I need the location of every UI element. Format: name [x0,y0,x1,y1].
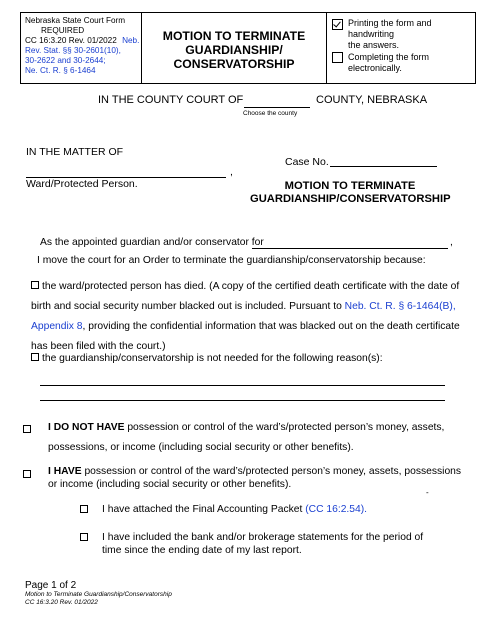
statute-link-4[interactable]: Ne. Ct. R. § 6-1464 [25,66,96,75]
ward-label: Ward/Protected Person. [26,178,138,190]
not-needed-checkbox[interactable] [31,353,39,361]
reason-line-2[interactable] [40,400,445,401]
bank-statements-line-1: I have included the bank and/or brokerage statements for the period of [102,532,424,543]
option-printing-line-2: the answers. [348,40,400,50]
form-number-line [25,36,140,46]
bank-statements-line-2: time since the ending date of my last report. [102,545,302,556]
form-header [20,12,476,84]
statute-link-1[interactable]: Neb. [122,36,140,45]
motion-title [250,180,450,206]
form-info [25,16,140,76]
have-statement [48,465,478,491]
completion-options [332,18,476,74]
do-not-have-statement [48,418,478,458]
electronic-checkbox[interactable] [332,52,343,63]
have-bold: I HAVE [48,466,82,477]
died-line-4: has been filed with the court.) [31,341,166,352]
option-printing [332,18,476,51]
died-line-2: birth and social security number blacked out is included. Pursuant to [31,301,345,312]
court-suffix: COUNTY, NEBRASKA [316,94,428,106]
matter-of-label: IN THE MATTER OF [26,146,124,158]
header-divider-right [326,13,327,83]
died-checkbox[interactable] [31,281,39,289]
statute-link-2[interactable]: Rev. Stat. §§ 30-2601(10), [25,46,121,55]
statute-link-3[interactable]: 30-2622 and 30-2644; [25,56,106,65]
form-title [142,29,326,71]
reason-not-needed [31,349,383,369]
guardian-for-field[interactable] [252,248,448,249]
bank-statements-statement [102,531,423,557]
court-prefix: IN THE COUNTY COURT OF [98,94,244,106]
footer-form-name: Motion to Terminate Guardianship/Conservatorship [25,591,172,598]
motion-title-line-1: MOTION TO TERMINATE [284,180,416,192]
do-not-have-line-2: possessions, or income (including social security or other benefits). [48,442,354,453]
title-line-2: GUARDIANSHIP/ [185,43,283,57]
have-line-2: or income (including social security or other benefits). [48,479,292,490]
bank-statements-checkbox[interactable] [80,533,91,544]
do-not-have-checkbox[interactable] [23,425,34,436]
case-no-field[interactable] [330,166,437,167]
title-line-1: MOTION TO TERMINATE [162,29,306,43]
do-not-have-bold: I DO NOT HAVE [48,422,125,433]
intro-text: As the appointed guardian and/or conservator for [40,237,264,248]
form-number: CC 16:3.20 Rev. 01/2022 [25,36,117,45]
footer-form-info [25,591,172,607]
intro-comma: , [450,237,453,248]
choose-county-hint: Choose the county [243,110,298,117]
do-not-have-line-1: possession or control of the ward’s/protected person’s money, assets, [124,422,445,433]
not-needed-label: the guardianship/conservatorship is not needed for the following reason(s): [42,353,383,364]
final-accounting-text: I have attached the Final Accounting Packet [102,504,306,515]
final-accounting-statement [102,504,367,515]
died-line-1: the ward/protected person has died. (A copy of the certified death certificate with the date of [42,281,460,292]
appendix-link[interactable]: Appendix 8 [31,321,83,332]
move-line: I move the court for an Order to terminate the guardianship/conservatorship because: [37,255,426,266]
form-label: Nebraska State Court Form [25,16,126,25]
option-electronic [332,52,476,74]
printing-checkbox[interactable] [332,19,343,30]
reason-line-1[interactable] [40,385,445,386]
page-number: Page 1 of 2 [25,580,77,591]
final-accounting-checkbox[interactable] [80,505,91,516]
final-accounting-link[interactable]: (CC 16:2.54). [305,504,368,515]
case-no-label: Case No. [285,156,329,168]
rule-link[interactable]: Neb. Ct. R. § 6-1464(B), [344,301,456,312]
title-line-3: CONSERVATORSHIP [173,57,295,71]
option-printing-line-1: Printing the form and handwriting [348,18,432,39]
required-label: REQUIRED [41,26,85,35]
footer-form-number: CC 16:3.20 Rev. 01/2022 [25,599,98,606]
caption-comma: , [230,166,233,178]
died-line-3: , providing the confidential information that was blacked out on the death certificate [82,321,460,332]
county-field[interactable] [244,107,310,108]
stray-dash: - [426,488,429,497]
have-line-1: possession or control of the ward’s/protected person’s money, assets, possessions [81,466,462,477]
reason-died [31,277,481,357]
have-checkbox[interactable] [23,470,34,481]
motion-title-line-2: GUARDIANSHIP/CONSERVATORSHIP [250,193,451,205]
option-electronic-label: Completing the form electronically. [348,52,430,73]
